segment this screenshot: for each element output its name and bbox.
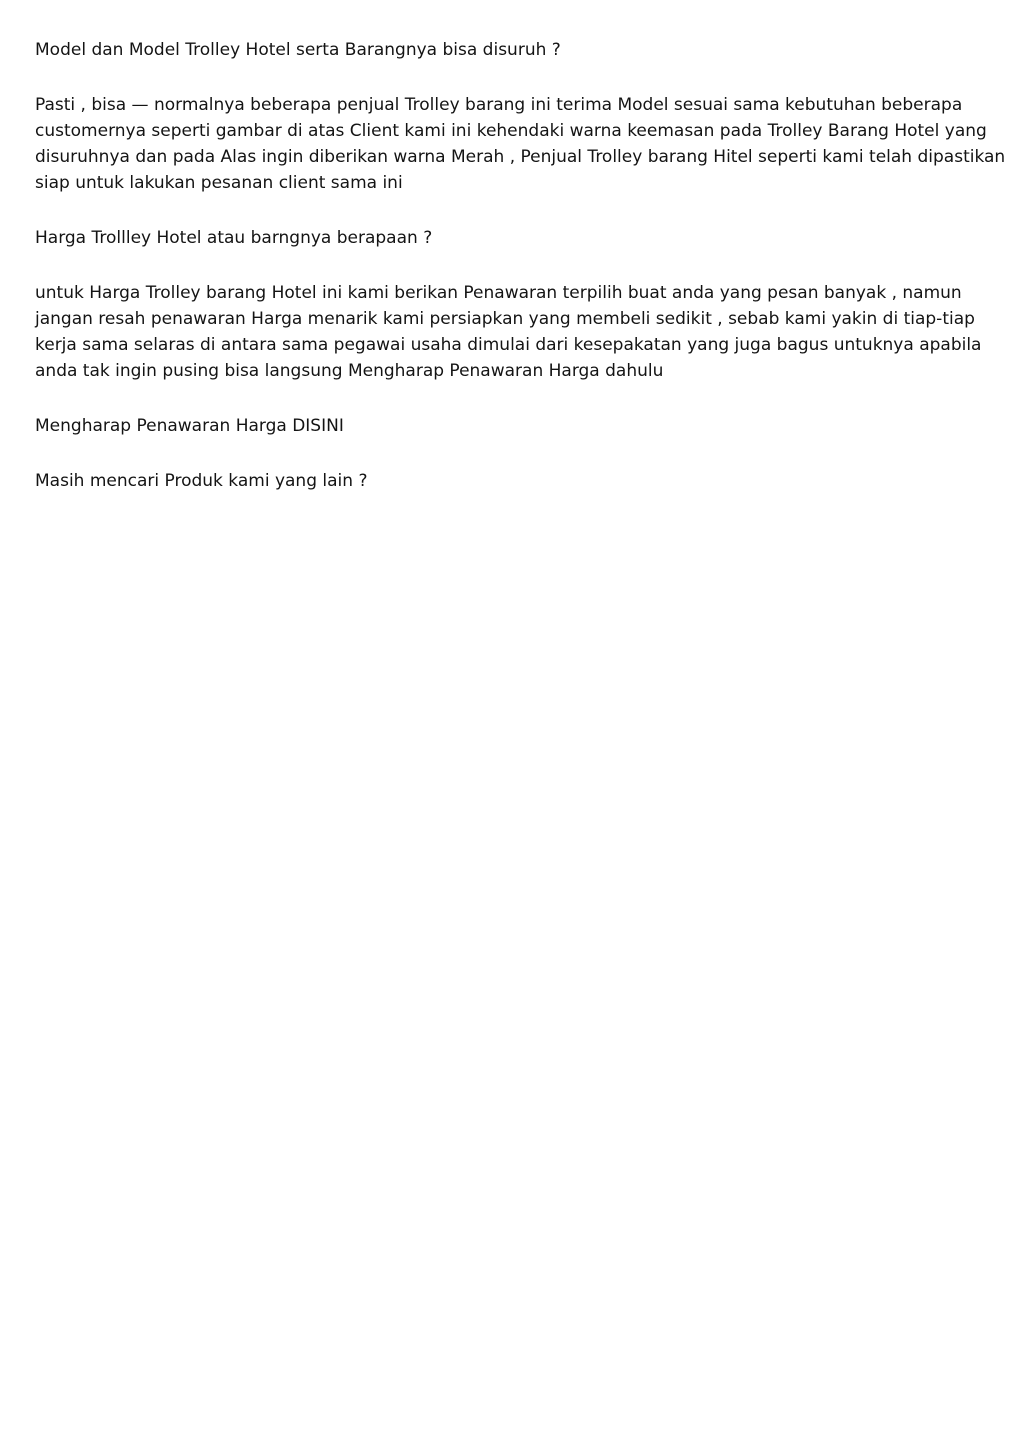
- answer-harga-trolley: [35, 280, 989, 384]
- text-line: disuruhnya dan pada Alas ingin diberikan warna Merah , Penjual Trolley barang Hitel seperti kami telah dipastikan: [35, 147, 1006, 167]
- text-line: kerja sama selaras di antara sama pegawai usaha dimulai dari kesepakatan yang juga bagus untuknya apabila: [35, 335, 982, 355]
- text-line: customernya seperti gambar di atas Client kami ini kehendaki warna keemasan pada Trolley Barang Hotel yang: [35, 121, 987, 141]
- document-page: [35, 37, 1006, 523]
- text-line: untuk Harga Trolley barang Hotel ini kami berikan Penawaran terpilih buat anda yang pesan banyak , namun: [35, 283, 962, 303]
- text-line: Mengharap Penawaran Harga DISINI: [35, 416, 344, 436]
- text-line: Harga Trollley Hotel atau barngnya berapaan ?: [35, 228, 433, 248]
- text-line: Masih mencari Produk kami yang lain ?: [35, 471, 368, 491]
- call-to-action-harga: [35, 413, 989, 439]
- question-produk-lain: [35, 468, 989, 494]
- question-harga-trolley: [35, 225, 989, 251]
- text-line: siap untuk lakukan pesanan client sama ini: [35, 173, 403, 193]
- answer-model-trolley: [35, 92, 1006, 196]
- text-line: Model dan Model Trolley Hotel serta Barangnya bisa disuruh ?: [35, 40, 561, 60]
- text-line: anda tak ingin pusing bisa langsung Mengharap Penawaran Harga dahulu: [35, 361, 664, 381]
- text-line: jangan resah penawaran Harga menarik kami persiapkan yang membeli sedikit , sebab kami yakin di tiap-tiap: [35, 309, 975, 329]
- question-model-trolley: [35, 37, 989, 63]
- text-line: Pasti , bisa — normalnya beberapa penjual Trolley barang ini terima Model sesuai sama kebutuhan beberapa: [35, 95, 963, 115]
